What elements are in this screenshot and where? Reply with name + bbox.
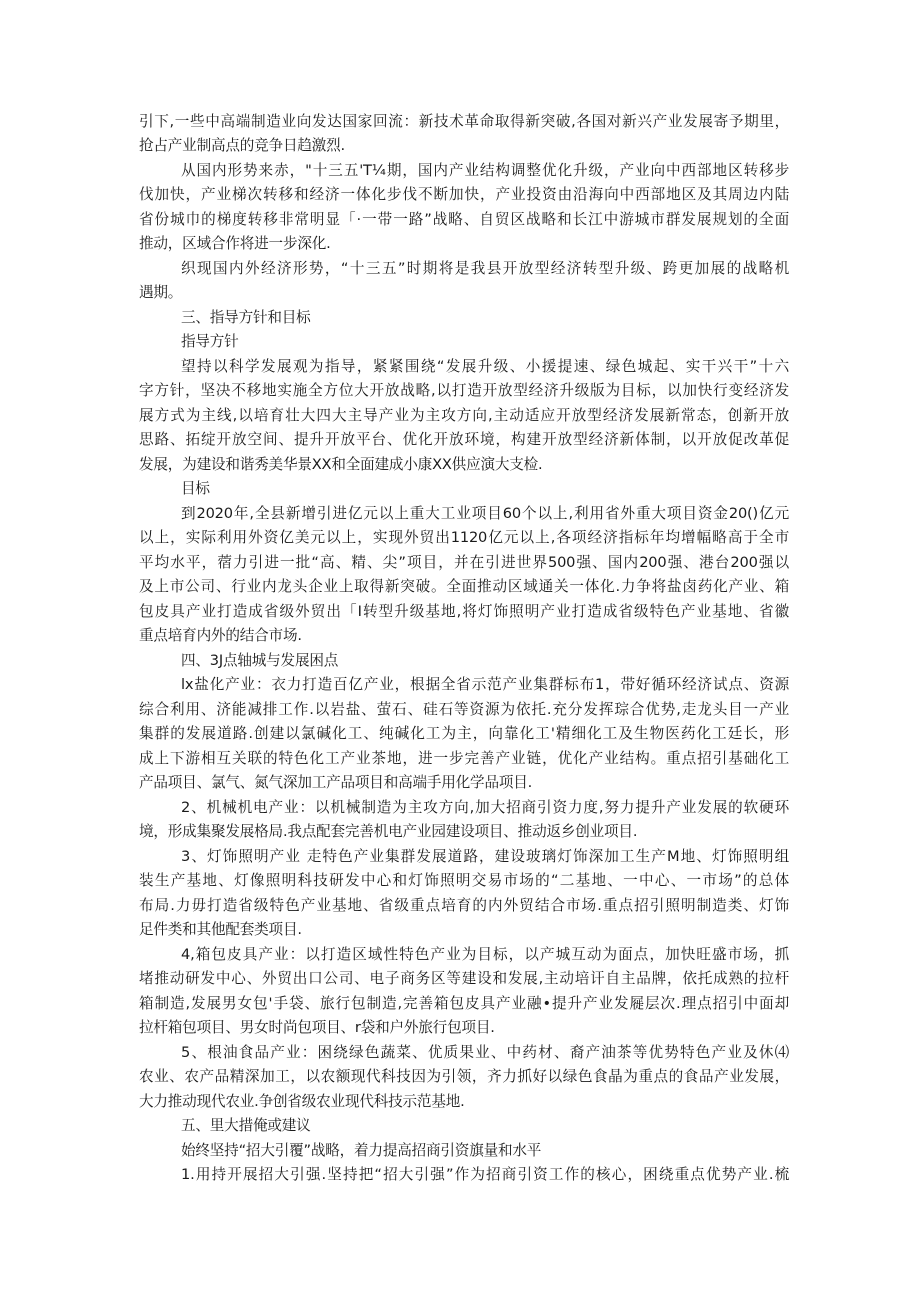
paragraph-line: lx盐化产业：衣力打造百亿产业，根据全省示范产业集群标布1，带好循环经济试点、资源 — [181, 676, 789, 693]
section-heading: 五、里大措俺或建议 — [181, 1117, 311, 1134]
section-heading: 三、指导方针和目标 — [181, 309, 311, 326]
paragraph-line: 望持以科学发展观为指导，紧紧围绕“发展升级、小援提速、绿色城起、实干兴干”十六 — [181, 358, 789, 375]
paragraph-line: 从国内形势来赤，"十三五'T¼期，国内产业结构调整优化升级，产业向中西部地区转移步 — [181, 162, 789, 179]
sub-heading: 目标 — [181, 480, 210, 497]
paragraph-line: 及上市公司、行业内龙头企业上取得新突破。全面推动区域通关一体化.力争将盐卤药化产业、箱 — [139, 578, 789, 595]
paragraph-line: 装生产基地、灯像照明科技研发中心和灯饰照明交易市场的“二基地、一中心、一市场”的总体 — [139, 872, 789, 889]
paragraph-line: 思路、拓绽开放空间、提升开放平台、优化开放环境，构建开放型经济新体制，以开放促改革促 — [139, 431, 789, 448]
sub-heading: 始终坚持“招大引覆”战略，着力提高招商引资旗量和水平 — [181, 1142, 542, 1159]
paragraph-line: 大力推动现代农业.争创省级农业现代科技示范基地. — [139, 1093, 465, 1110]
paragraph-line: 箱制造,发展男女包'手袋、旅行包制造,完善箱包皮具产业融•提升产业发屣层次.理点招引中面却 — [139, 995, 789, 1012]
paragraph-line: 拉杆箱包项目、男女时尚包项目、r袋和户外旅行包项目. — [139, 1019, 495, 1036]
paragraph-line: 以上，实际利用外资亿美元以上，实现外贸出1120亿元以上,各项经济指标年均增幅略高于全市 — [139, 529, 789, 546]
paragraph-line: 3、灯饰照明产业 走特色产业集群发展道路，建设玻璃灯饰深加工生产M地、灯饰照明组 — [181, 848, 789, 865]
paragraph-line: 抢占产业制高点的竞争日趋激烈. — [139, 137, 345, 154]
paragraph-line: 4,箱包皮具产业：以打造区域性特色产业为目标，以产城互动为面点，加快旺盛市场，抓 — [181, 946, 789, 963]
paragraph-line: 推动，区域合作将进一步深化. — [139, 235, 331, 252]
paragraph-line: 发展，为建设和谐秀美华景XX和全面建成小康XX供应演大支检. — [139, 456, 543, 473]
paragraph-line: 重点培育内外的结合市场. — [139, 627, 302, 644]
paragraph-line: 伐加快，产业梯次转移和经济一体化步伐不断加快，产业投资由沿海向中西部地区及其周边内陆 — [139, 186, 789, 203]
paragraph-line: 农业、农产品精深加工，以农额现代科技因为引领，齐力抓好以绿色食晶为重点的食品产业发展， — [139, 1068, 789, 1085]
sub-heading: 指导方针 — [181, 333, 239, 350]
paragraph-line: 产品项目、氯气、氮气深加工产品项目和高端手用化学品项目. — [139, 774, 533, 791]
paragraph-line: 平均水平，蓿力引进一批“高、精、尖”项目，并在引进世界500强、国内200强、港台200强以 — [139, 554, 789, 571]
paragraph-line: 布局.力毋打造省级特色产业基地、省级重点培育的内外贸结合市场.重点招引照明制造类、灯饰 — [139, 897, 789, 914]
paragraph-line: 遇期。 — [139, 284, 183, 301]
paragraph-line: 集群的发展道路.创建以氯碱化工、纯碱化工为主，向靠化工'精细化工及生物医药化工廷长，形 — [139, 725, 789, 742]
paragraph-line: 境，形成集聚发展格局.我点配套完善机电产业园建设项目、推动返乡创业项目. — [139, 823, 638, 840]
paragraph-line: 5、根油食品产业：困绕绿色蔬菜、优质果业、中药材、裔产油茶等优势特色产业及休⑷ — [181, 1044, 789, 1061]
paragraph-line: 字方针，坚决不移地实施全方位大开放战略,以打造开放型经济升级版为目标，以加快行变经济发 — [139, 382, 789, 399]
paragraph-line: 成上下游相互关联的特色化工产业茶地，进一步完善产业链，优化产业结构。重点招引基础化工 — [139, 750, 789, 767]
paragraph-line: 堵推动研发中心、外贸出口公司、电子商务区等建设和发展,主动培讦自主品牌，依托成熟的拉杆 — [139, 970, 789, 987]
section-heading: 四、3J点轴城与发展困点 — [181, 652, 339, 669]
paragraph-line: 足件类和其他配套类项目. — [139, 921, 302, 938]
paragraph-line: 包皮具产业打造成省级外贸出「I转型升级基地,将灯饰照明产业打造成省级特色产业基地、省徽 — [139, 603, 789, 620]
paragraph-line: 织现国内外经济形势，“十三五”时期将是我县开放型经济转型升级、跨更加展的战略机 — [181, 260, 789, 277]
paragraph-line: 引下,一些中高端制造业向发达国家回流：新技术革命取得新突破,各国对新兴产业发展寄予期里， — [139, 113, 789, 130]
paragraph-line: 到2020年,全县新增引进亿元以上重大工业项目60个以上,利用省外重大项目资金20()亿元 — [181, 505, 789, 522]
paragraph-line: 综合利用、济能减排工作.以岩盐、萤石、硅石等资源为依托.充分发挥琮合优势,走龙头目一产业 — [139, 701, 789, 718]
paragraph-line: 2、机械机电产业：以机械制造为主攻方向,加大招商引资力度,努力提升产业发展的软硬环 — [181, 799, 789, 816]
paragraph-line: 展方式为主线,以培育壮大四大主导产业为主攻方向,主动适应开放型经济发展新常态，创新开放 — [139, 407, 789, 424]
paragraph-line: 省份城巾的梯度转移非常明显「·一带一路”战略、自贸区战略和长江中游城市群发展规划的全面 — [139, 211, 789, 228]
paragraph-line: 1.用持开展招大引强.坚持把“招大引强”作为招商引资工作的核心，困绕重点优势产业.梳 — [181, 1166, 789, 1183]
